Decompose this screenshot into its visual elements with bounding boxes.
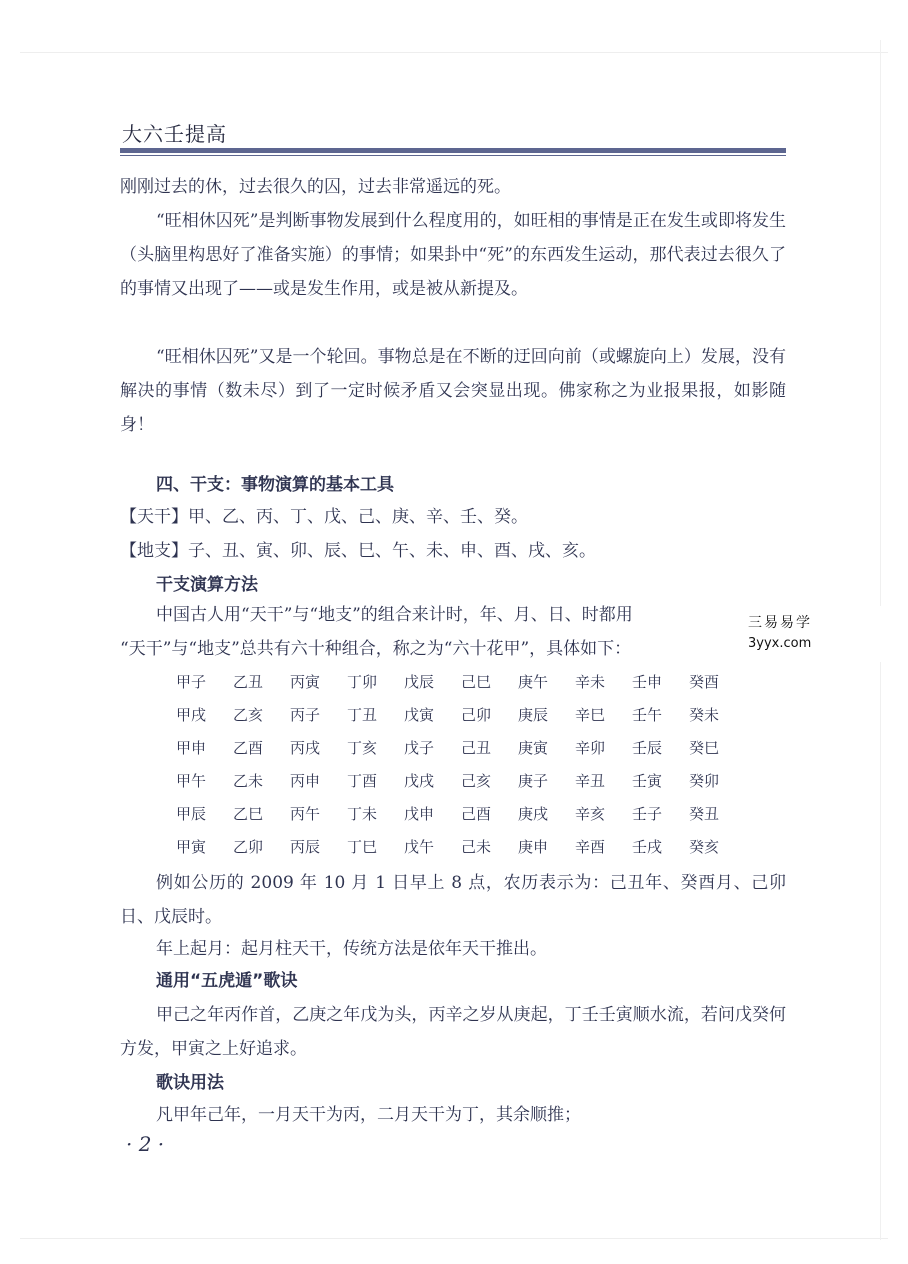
wuhudun-heading: 通用“五虎遁”歌诀: [156, 971, 298, 991]
table-cell: 己丑: [461, 739, 492, 757]
table-cell: 乙亥: [233, 706, 264, 724]
running-header-title: 大六壬提高: [122, 122, 227, 146]
table-cell: 乙卯: [233, 838, 264, 856]
wuhudun-verse: 甲己之年丙作首，乙庚之年戊为头，丙辛之岁从庚起，丁壬壬寅顺水流，若问戊癸何方发，甲寅之上好追求。: [120, 1005, 786, 1059]
table-cell: 丁卯: [347, 673, 378, 691]
table-cell: 乙未: [233, 772, 264, 790]
table-cell: 丙申: [290, 772, 321, 790]
paragraph-2: “旺相休囚死”是判断事物发展到什么程度用的，如旺相的事情是正在发生或即将发生（头脑里构思好了准备实施）的事情；如果卦中“死”的东西发生运动，那代表过去很久了的事情又出现了——或是发生作用，或是被从新提及。: [120, 211, 786, 299]
table-cell: 癸酉: [689, 673, 720, 691]
dizhi-line: 【地支】子、丑、寅、卯、辰、巳、午、未、申、酉、戌、亥。: [120, 541, 596, 561]
paragraph-3: “旺相休囚死”又是一个轮回。事物总是在不断的迂回向前（或螺旋向上）发展，没有解决的事情（数未尽）到了一定时候矛盾又会突显出现。佛家称之为业报果报，如影随身！: [120, 347, 786, 435]
tiangan-line: 【天干】甲、乙、丙、丁、戊、己、庚、辛、壬、癸。: [120, 507, 528, 527]
table-cell: 己亥: [461, 772, 492, 790]
scan-edge-top: [20, 52, 888, 53]
table-cell: 乙酉: [233, 739, 264, 757]
table-row: [176, 765, 746, 798]
table-cell: 辛亥: [575, 805, 606, 823]
table-cell: 壬辰: [632, 739, 663, 757]
table-cell: 乙丑: [233, 673, 264, 691]
table-cell: 庚寅: [518, 739, 549, 757]
table-cell: 丙子: [290, 706, 321, 724]
section-heading: 四、干支：事物演算的基本工具: [156, 475, 394, 495]
table-cell: 戊戌: [404, 772, 435, 790]
method-paragraph-2: “天干”与“地支”总共有六十种组合，称之为“六十花甲”，具体如下：: [120, 639, 632, 659]
table-cell: 戊寅: [404, 706, 435, 724]
table-cell: 癸亥: [689, 838, 720, 856]
table-cell: 乙巳: [233, 805, 264, 823]
method-heading: 干支演算方法: [156, 575, 258, 595]
table-cell: 己卯: [461, 706, 492, 724]
table-cell: 丙辰: [290, 838, 321, 856]
table-cell: 甲午: [176, 772, 207, 790]
table-cell: 丁丑: [347, 706, 378, 724]
table-row: [176, 831, 746, 864]
table-cell: 丁亥: [347, 739, 378, 757]
page-number: · 2 ·: [126, 1132, 165, 1156]
table-cell: 甲申: [176, 739, 207, 757]
table-row: [176, 666, 746, 699]
table-cell: 丁酉: [347, 772, 378, 790]
table-cell: 辛丑: [575, 772, 606, 790]
table-cell: 己未: [461, 838, 492, 856]
table-row: [176, 732, 746, 765]
table-cell: 庚午: [518, 673, 549, 691]
table-cell: 庚子: [518, 772, 549, 790]
table-cell: 辛巳: [575, 706, 606, 724]
method-paragraph-1: 中国古人用“天干”与“地支”的组合来计时，年、月、日、时都用: [156, 605, 633, 625]
table-cell: 丙戌: [290, 739, 321, 757]
table-row: [176, 798, 746, 831]
example-paragraph-2: 年上起月：起月柱天干，传统方法是依年天干推出。: [156, 939, 547, 959]
table-cell: 庚申: [518, 838, 549, 856]
table-cell: 癸巳: [689, 739, 720, 757]
table-cell: 甲辰: [176, 805, 207, 823]
table-cell: 丙寅: [290, 673, 321, 691]
table-cell: 戊午: [404, 838, 435, 856]
table-cell: 壬午: [632, 706, 663, 724]
table-cell: 甲寅: [176, 838, 207, 856]
table-cell: 己酉: [461, 805, 492, 823]
table-cell: 丁未: [347, 805, 378, 823]
sexagenary-table: [176, 666, 746, 864]
paragraph-1: 刚刚过去的休，过去很久的囚，过去非常遥远的死。: [120, 177, 511, 197]
table-cell: 壬戌: [632, 838, 663, 856]
table-cell: 庚辰: [518, 706, 549, 724]
table-cell: 辛未: [575, 673, 606, 691]
table-cell: 癸未: [689, 706, 720, 724]
table-cell: 丙午: [290, 805, 321, 823]
table-cell: 壬子: [632, 805, 663, 823]
usage-heading: 歌诀用法: [156, 1073, 224, 1093]
table-cell: 辛卯: [575, 739, 606, 757]
table-cell: 戊申: [404, 805, 435, 823]
header-rule: [120, 148, 786, 156]
watermark-site: 3yyx.com: [748, 636, 812, 651]
table-cell: 癸丑: [689, 805, 720, 823]
scan-edge-bottom: [20, 1238, 888, 1239]
table-cell: 壬寅: [632, 772, 663, 790]
table-cell: 庚戌: [518, 805, 549, 823]
watermark-name: 三易易学: [748, 615, 812, 631]
table-cell: 丁巳: [347, 838, 378, 856]
example-paragraph-1: 例如公历的 2009 年 10 月 1 日早上 8 点，农历表示为：己丑年、癸酉月、己卯日、戊辰时。: [120, 873, 786, 927]
usage-paragraph: 凡甲年己年，一月天干为丙，二月天干为丁，其余顺推；: [156, 1105, 581, 1125]
table-cell: 癸卯: [689, 772, 720, 790]
table-row: [176, 699, 746, 732]
table-cell: 戊子: [404, 739, 435, 757]
table-cell: 己巳: [461, 673, 492, 691]
table-cell: 甲子: [176, 673, 207, 691]
table-cell: 戊辰: [404, 673, 435, 691]
table-cell: 壬申: [632, 673, 663, 691]
table-cell: 辛酉: [575, 838, 606, 856]
table-cell: 甲戌: [176, 706, 207, 724]
